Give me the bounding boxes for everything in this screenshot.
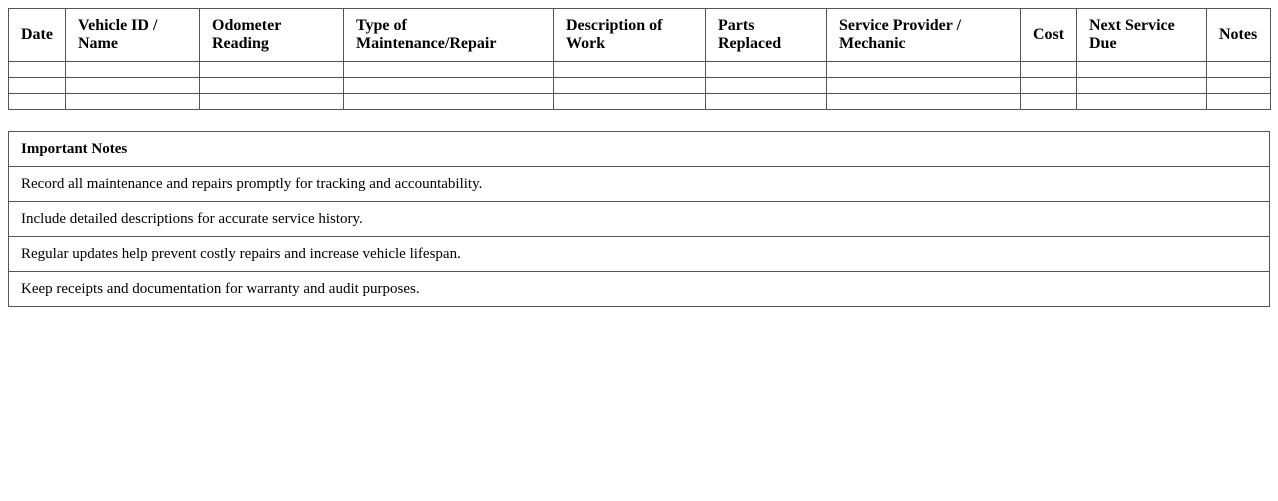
note-text: Keep receipts and documentation for warranty and audit purposes. [9, 272, 1270, 307]
column-header-notes: Notes [1207, 9, 1271, 62]
table-cell[interactable] [706, 62, 827, 78]
table-cell[interactable] [1021, 62, 1077, 78]
table-cell[interactable] [344, 62, 554, 78]
table-cell[interactable] [1021, 94, 1077, 110]
list-item [9, 202, 1270, 237]
table-cell[interactable] [554, 62, 706, 78]
table-cell[interactable] [1077, 94, 1207, 110]
table-row [9, 62, 1271, 78]
table-cell[interactable] [66, 94, 200, 110]
table-cell[interactable] [344, 94, 554, 110]
table-cell[interactable] [66, 78, 200, 94]
table-cell[interactable] [706, 78, 827, 94]
column-header-provider: Service Provider / Mechanic [827, 9, 1021, 62]
list-item [9, 272, 1270, 307]
table-cell[interactable] [1077, 78, 1207, 94]
table-cell[interactable] [66, 62, 200, 78]
column-header-odometer: Odometer Reading [200, 9, 344, 62]
table-cell[interactable] [1021, 78, 1077, 94]
table-cell[interactable] [200, 78, 344, 94]
table-cell[interactable] [1207, 78, 1271, 94]
table-cell[interactable] [9, 62, 66, 78]
table-cell[interactable] [554, 94, 706, 110]
column-header-cost: Cost [1021, 9, 1077, 62]
list-item [9, 237, 1270, 272]
notes-heading-row [9, 132, 1270, 167]
column-header-next-service: Next Service Due [1077, 9, 1207, 62]
column-header-type: Type of Maintenance/Repair [344, 9, 554, 62]
table-cell[interactable] [9, 94, 66, 110]
column-header-vehicle: Vehicle ID / Name [66, 9, 200, 62]
column-header-description: Description of Work [554, 9, 706, 62]
column-header-parts: Parts Replaced [706, 9, 827, 62]
column-header-date: Date [9, 9, 66, 62]
maintenance-log-table [8, 8, 1271, 110]
note-text: Record all maintenance and repairs promptly for tracking and accountability. [9, 167, 1270, 202]
notes-heading: Important Notes [9, 132, 1270, 167]
important-notes-table [8, 131, 1270, 307]
table-row [9, 94, 1271, 110]
note-text: Include detailed descriptions for accurate service history. [9, 202, 1270, 237]
table-cell[interactable] [1207, 94, 1271, 110]
table-cell[interactable] [827, 94, 1021, 110]
table-cell[interactable] [706, 94, 827, 110]
table-row [9, 78, 1271, 94]
table-cell[interactable] [1077, 62, 1207, 78]
list-item [9, 167, 1270, 202]
note-text: Regular updates help prevent costly repairs and increase vehicle lifespan. [9, 237, 1270, 272]
table-cell[interactable] [1207, 62, 1271, 78]
table-header-row [9, 9, 1271, 62]
table-cell[interactable] [200, 94, 344, 110]
table-cell[interactable] [200, 62, 344, 78]
table-cell[interactable] [344, 78, 554, 94]
table-cell[interactable] [827, 78, 1021, 94]
table-cell[interactable] [827, 62, 1021, 78]
table-cell[interactable] [554, 78, 706, 94]
table-cell[interactable] [9, 78, 66, 94]
